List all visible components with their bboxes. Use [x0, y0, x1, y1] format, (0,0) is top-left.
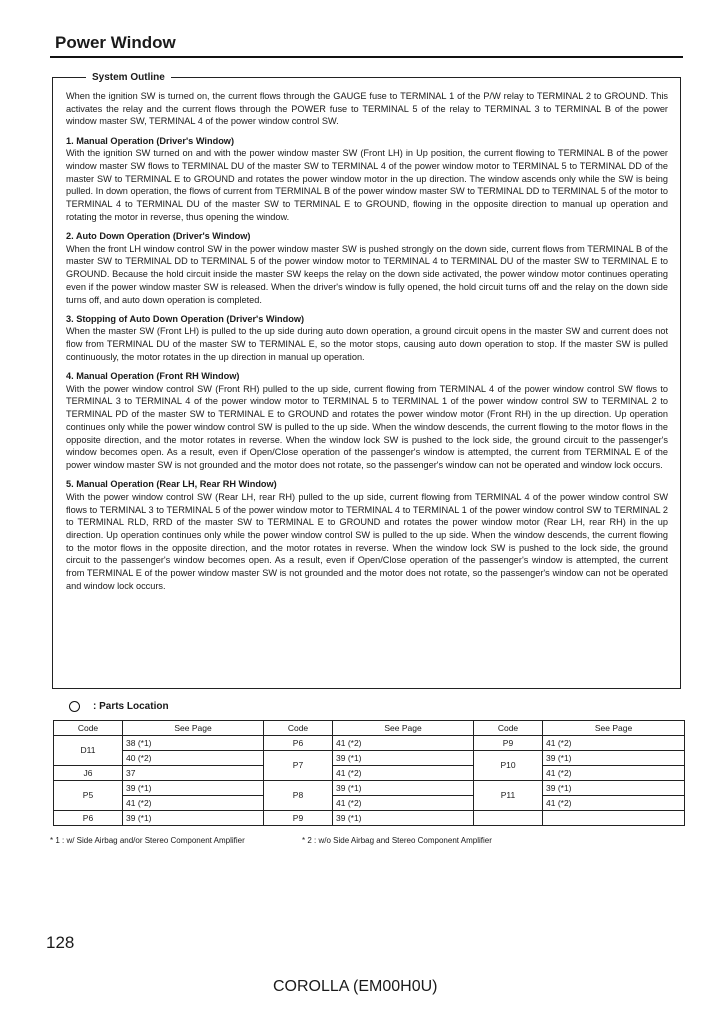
parts-location-label: : Parts Location [93, 701, 169, 712]
code-cell [474, 811, 543, 826]
footnote-2: * 2 : w/o Side Airbag and Stereo Component Amplifier [302, 836, 492, 845]
code-cell: P6 [54, 811, 123, 826]
table-row [54, 766, 685, 781]
page-cell: 39 (*1) [333, 781, 474, 796]
table-row [54, 751, 685, 766]
page-cell: 39 (*1) [123, 811, 264, 826]
section-heading-1: 1. Manual Operation (Driver's Window) [66, 135, 235, 146]
page-title: Power Window [55, 33, 176, 52]
header-see-page: See Page [123, 721, 264, 736]
page-cell: 37 [123, 766, 264, 781]
system-outline-content [66, 90, 668, 593]
section-heading-2: 2. Auto Down Operation (Driver's Window) [66, 231, 251, 242]
section-heading-4: 4. Manual Operation (Front RH Window) [66, 371, 240, 382]
code-cell: D11 [54, 736, 123, 766]
section-body-5: With the power window control SW (Rear LH, rear RH) pulled to the up side, current flowing from TERMINAL 4 of the power window control SW flows to TERMINAL 3 to TERMINAL 5 of the power window motor to TERMINAL 4 to TERMINAL 1 of the power window control SW to TERMINAL 2 to TERMINAL RLD, RRD of the master SW to TERMINAL E to GROUND and rotates the power window motor (Rear LH, rear RH) in the up direction. Up operation continues only while the power window control SW is pulled to the up side. When the window descends, the current flowing to the motor flows in the opposite direction, and the motor rotates in reverse. When the window lock SW is pushed to the lock side, the ground circuit to the passenger's window becomes open. As a result, even if Open/Close operation of the passenger's window is attempted, the current from TERMINAL E of the power window master SW is not grounded and the motor does not rotate, so the passenger's window can not be operated and window lock occurs. [66, 491, 668, 591]
code-cell: J6 [54, 766, 123, 781]
code-cell: P6 [264, 736, 333, 751]
code-cell: P7 [264, 751, 333, 781]
document-footer: COROLLA (EM00H0U) [273, 978, 438, 995]
page-cell: 41 (*2) [543, 796, 685, 811]
section-heading-3: 3. Stopping of Auto Down Operation (Driver's Window) [66, 313, 305, 324]
table-row [54, 796, 685, 811]
code-cell: P10 [474, 751, 543, 781]
page-cell: 39 (*1) [543, 751, 685, 766]
code-cell: P9 [474, 736, 543, 751]
page-cell: 41 (*2) [333, 796, 474, 811]
table-row [54, 781, 685, 796]
parts-location-heading [69, 701, 169, 712]
table-header-row [54, 721, 685, 736]
page-cell: 41 (*2) [543, 736, 685, 751]
page-cell: 39 (*1) [543, 781, 685, 796]
page-cell: 41 (*2) [333, 766, 474, 781]
header-code: Code [264, 721, 333, 736]
code-cell: P11 [474, 781, 543, 811]
header-code: Code [54, 721, 123, 736]
title-divider [50, 56, 683, 58]
code-cell: P5 [54, 781, 123, 811]
page-cell: 41 (*2) [123, 796, 264, 811]
page-number: 128 [46, 933, 75, 952]
section-body-4: With the power window control SW (Front RH) pulled to the up side, current flowing from TERMINAL 4 of the power window control SW flows to TERMINAL 3 to TERMINAL 4 of the power window motor to TERMINAL 5 to TERMINAL 1 of the power window control SW to TERMINAL 2 to TERMINAL PD of the master SW to TERMINAL E to GROUND and rotates the power window motor (Front RH) in the up direction. Up operation continues only while the power window control SW is pulled to the up side. When the window descends, the current flowing to the motor flows in the opposite direction, and the motor rotates in reverse. When the window lock SW is pushed to the lock side, the ground circuit to the passenger's window becomes open. As a result, even if Open/Close operation of the passenger's window is attempted, the current from TERMINAL E of the power window master SW is not grounded and the motor does not rotate, so the passenger's window can not be operated and window lock occurs. [66, 383, 668, 470]
header-code: Code [474, 721, 543, 736]
page-cell: 41 (*2) [543, 766, 685, 781]
page-cell: 40 (*2) [123, 751, 264, 766]
table-row [54, 736, 685, 751]
header-see-page: See Page [543, 721, 685, 736]
section-body-2: When the front LH window control SW in the power window master SW is pushed strongly on the down side, current flows from TERMINAL B of the master SW to TERMINAL DD to TERMINAL 5 of the power window motor to TERMINAL 4 to TERMINAL DU of the master SW to TERMINAL E to GROUND. Because the hold circuit inside the master SW keeps the relay on the down side activated, the power window motor continues operating even if the power window master SW is released. When the driver's window is fully opened, the hold circuit turns off and the relay on the down side turns off, and auto down operation is completed. [66, 243, 668, 305]
page-cell: 39 (*1) [123, 781, 264, 796]
footnote-1: * 1 : w/ Side Airbag and/or Stereo Component Amplifier [50, 836, 245, 845]
section-heading-5: 5. Manual Operation (Rear LH, Rear RH Window) [66, 479, 277, 490]
table-row [54, 811, 685, 826]
header-see-page: See Page [333, 721, 474, 736]
page-cell: 38 (*1) [123, 736, 264, 751]
page-cell [543, 811, 685, 826]
section-body-1: With the ignition SW turned on and with the power window master SW (Front LH) in Up position, the current flowing to TERMINAL B of the power window master SW flows to TERMINAL DU of the master SW to TERMINAL 4 of the power window motor to TERMINAL 5 to TERMINAL DD of the master SW to TERMINAL E to GROUND and rotates the power window motor in the up direction. The window ascends only while the SW is being pulled. In down operation, the flows of current from TERMINAL B of the power window master SW to TERMINAL DD to TERMINAL 5 of the motor to TERMINAL 4 to TERMINAL DU of the master SW to TERMINAL E to GROUND, flowing in the opposite direction to manual up operation and rotating the motor in reverse, thus opening the window. [66, 148, 668, 222]
parts-location-table [53, 720, 685, 826]
outline-intro: When the ignition SW is turned on, the current flows through the GAUGE fuse to TERMINAL 1 of the P/W relay to TERMINAL 2 to GROUND. This activates the relay and the current flows through the POWER fuse to TERMINAL 5 of the relay to TERMINAL 3 to TERMINAL B of the power window master SW, TERMINAL 4 of the power window control SW. [66, 91, 668, 127]
code-cell: P9 [264, 811, 333, 826]
page-cell: 39 (*1) [333, 751, 474, 766]
page-cell: 39 (*1) [333, 811, 474, 826]
section-body-3: When the master SW (Front LH) is pulled to the up side during auto down operation, a ground circuit opens in the master SW and current does not flow from TERMINAL DU of the master SW to TERMINAL E, so the motor stops, causing auto down operation to stop. If the master SW is pulled continuously, the motor rotates in the up direction in manual up operation. [66, 326, 668, 362]
page-cell: 41 (*2) [333, 736, 474, 751]
code-cell: P8 [264, 781, 333, 811]
system-outline-heading: System Outline [86, 72, 171, 83]
circle-icon [69, 701, 80, 712]
